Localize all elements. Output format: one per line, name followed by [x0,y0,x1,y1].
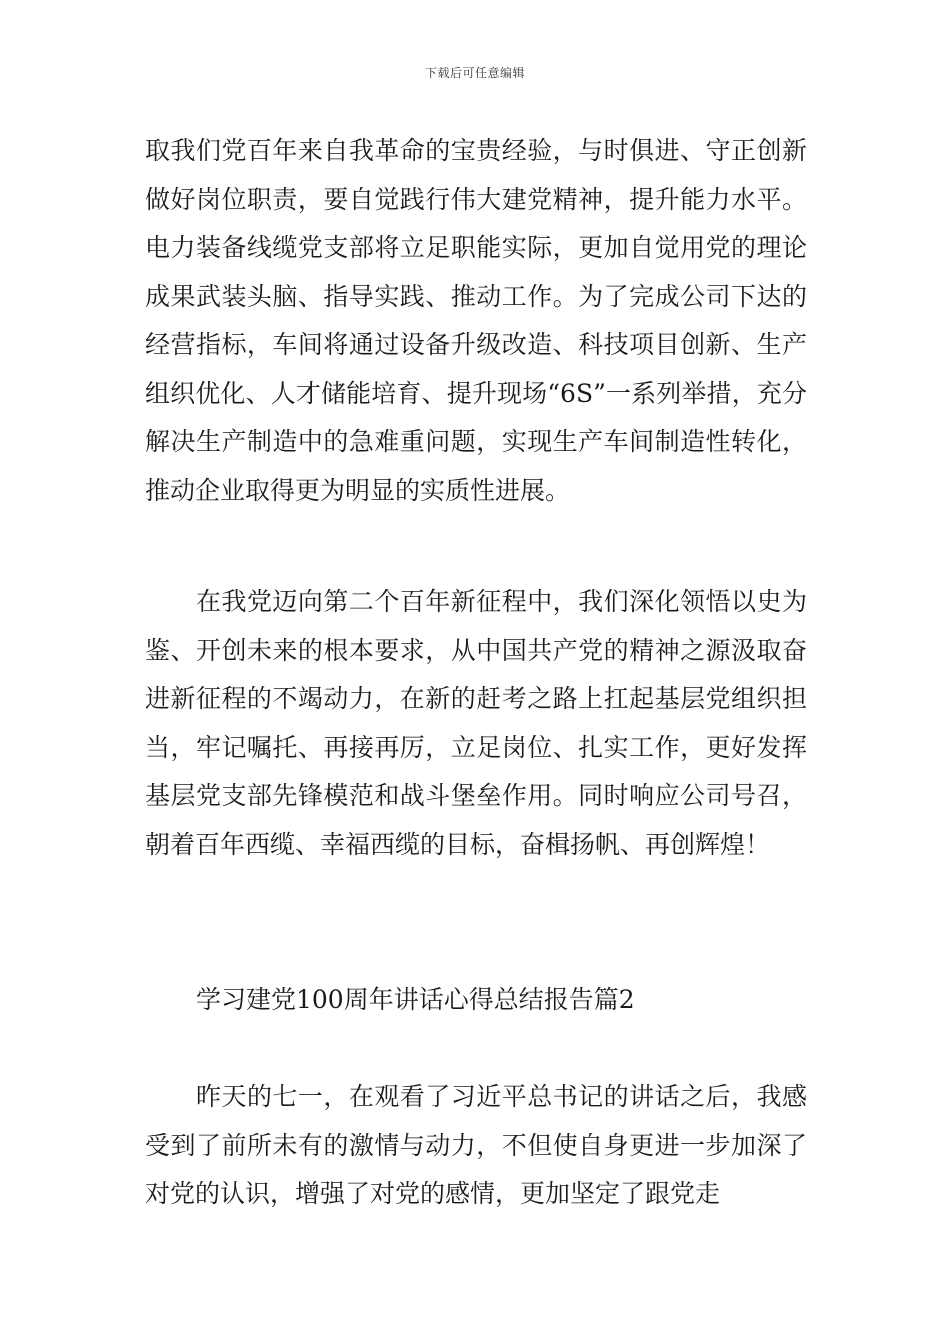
section-heading [145,976,807,1025]
section-title: 学习建党100周年讲话心得总结报告篇2 [196,985,635,1014]
paragraph-yesterday [145,1073,807,1219]
paragraph-second-century [145,578,807,869]
paragraph-text: 昨天的七一，在观看了习近平总书记的讲话之后，我感受到了前所未有的激情与动力，不但使自身更进一步加深了对党的认识，增强了对党的感情，更加坚定了跟党走 [145,1082,807,1208]
paragraph-text: 取我们党百年来自我革命的宝贵经验，与时俱进、守正创新做好岗位职责，要自觉践行伟大建党精神，提升能力水平。电力装备线缆党支部将立足职能实际，更加自觉用党的理论成果武装头脑、指导实践、推动工作。为了完成公司下达的经营指标，车间将通过设备升级改造、科技项目创新、生产组织优化、人才储能培育、提升现场“6S”一系列举措，充分解决生产制造中的急难重问题，实现生产车间制造性转化，推动企业取得更为明显的实质性进展。 [145,136,807,505]
page-header: 下载后可任意编辑 [424,66,525,80]
paragraph-continuation [145,127,807,515]
paragraph-text: 在我党迈向第二个百年新征程中，我们深化领悟以史为鉴、开创未来的根本要求，从中国共产党的精神之源汲取奋进新征程的不竭动力，在新的赶考之路上扛起基层党组织担当，牢记嘱托、再接再厉，立足岗位、扎实工作，更好发挥基层党支部先锋模范和战斗堡垒作用。同时响应公司号召，朝着百年西缆、幸福西缆的目标，奋楫扬帆、再创辉煌！ [145,587,807,859]
